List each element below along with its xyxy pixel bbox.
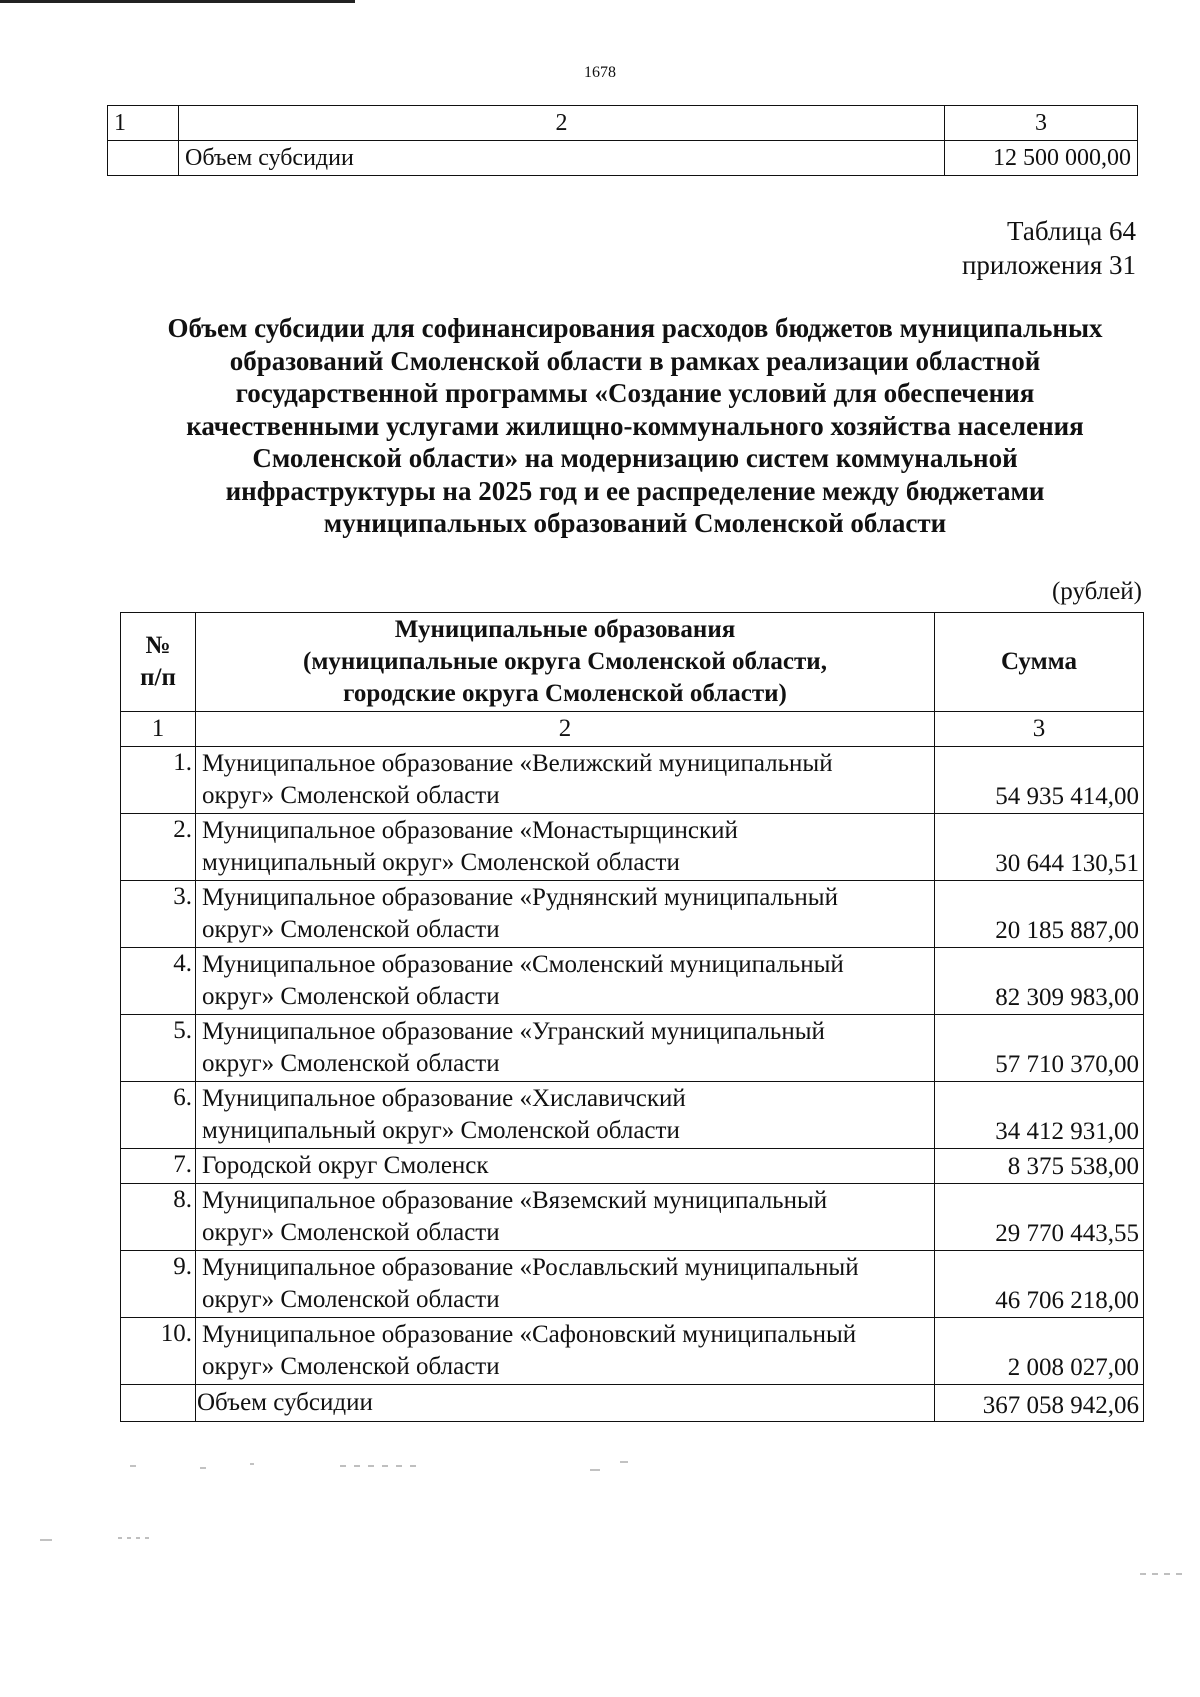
municipality-name-line: Муниципальное образование «Рославльский муниципальный [202,1254,859,1281]
continuation-header-col3: 3 [945,106,1138,141]
municipality-name-line: Муниципальное образование «Хиславичский [202,1085,686,1112]
title-line: инфраструктуры на 2025 год и ее распределение между бюджетами [225,475,1045,506]
row-number: 5. [121,1015,196,1082]
municipality-name-line: Муниципальное образование «Смоленский муниципальный [202,951,844,978]
table-row [121,948,1144,1015]
subsidy-amount: 2 008 027,00 [935,1318,1144,1385]
municipality-name-line: округ» Смоленской области [202,1286,500,1313]
municipality-name-line: округ» Смоленской области [202,782,500,809]
row-number: 3. [121,881,196,948]
title-line: образований Смоленской области в рамках реализации областной [229,345,1041,376]
title-line: муниципальных образований Смоленской области [323,508,947,538]
municipality-name [196,1251,935,1318]
table-caption-line2: приложения 31 [961,250,1136,280]
municipality-name [196,1082,935,1149]
municipality-name-line: округ» Смоленской области [202,1050,500,1077]
table-body [121,747,1144,1385]
subsidy-amount: 82 309 983,00 [935,948,1144,1015]
column-number-3: 3 [935,712,1144,747]
row-number: 10. [121,1318,196,1385]
continuation-total-row [108,141,1138,176]
continuation-total-label: Объем субсидии [179,141,945,176]
subsidy-amount: 57 710 370,00 [935,1015,1144,1082]
municipality-name [196,747,935,814]
continuation-total-value: 12 500 000,00 [945,141,1138,176]
total-row [121,1385,1144,1422]
row-number: 2. [121,814,196,881]
title-line: государственной программы «Создание условий для обеспечения [235,378,1035,408]
column-number-1: 1 [121,712,196,747]
municipality-name-line: Муниципальное образование «Угранский муниципальный [202,1018,825,1045]
row-number: 7. [121,1149,196,1184]
subsidy-amount: 30 644 130,51 [935,814,1144,881]
subsidy-amount: 46 706 218,00 [935,1251,1144,1318]
municipality-name [196,948,935,1015]
municipality-name-line: округ» Смоленской области [202,983,500,1010]
table-row [121,1318,1144,1385]
total-row-number [121,1385,196,1422]
table-row [121,814,1144,881]
continuation-header-row [108,106,1138,141]
municipality-name-line: Муниципальное образование «Велижский муниципальный [202,750,833,777]
table-row [121,881,1144,948]
header-sum-col: Сумма [935,613,1144,712]
row-number: 9. [121,1251,196,1318]
header-number-line1: № [145,632,171,659]
municipality-name [196,1015,935,1082]
municipality-name [196,814,935,881]
continuation-header-col2: 2 [179,106,945,141]
municipality-name-line: муниципальный округ» Смоленской области [202,1117,680,1144]
table-row [121,1251,1144,1318]
table-row [121,1082,1144,1149]
top-edge-line [0,0,355,3]
municipality-name [196,1149,935,1184]
subsidy-amount: 54 935 414,00 [935,747,1144,814]
municipality-name [196,1184,935,1251]
table-row [121,747,1144,814]
continuation-total-no [108,141,179,176]
municipality-name-line: округ» Смоленской области [202,1219,500,1246]
unit-label: (рублей) [1051,578,1142,605]
row-number: 4. [121,948,196,1015]
title-line: качественными услугами жилищно-коммунального хозяйства населения [186,410,1084,441]
municipality-name [196,881,935,948]
title-line: Смоленской области» на модернизацию систем коммунальной [252,443,1018,473]
page-number: 1678 [584,64,616,81]
municipality-name-line: Муниципальное образование «Руднянский муниципальный [202,884,838,911]
document-title [110,312,1160,540]
continuation-table [107,105,1138,176]
column-number-row [121,712,1144,747]
table-row [121,1149,1144,1184]
subsidy-amount: 8 375 538,00 [935,1149,1144,1184]
municipality-name [196,1318,935,1385]
total-row-label: Объем субсидии [196,1385,935,1422]
municipality-name-line: округ» Смоленской области [202,916,500,943]
municipality-name-line: Муниципальное образование «Монастырщинский [202,817,738,844]
total-row-value: 367 058 942,06 [935,1385,1144,1422]
municipality-name-line: округ» Смоленской области [202,1353,500,1380]
municipality-name-line: муниципальный округ» Смоленской области [202,849,680,876]
header-municipality-line3: городские округа Смоленской области) [343,680,787,707]
row-number: 8. [121,1184,196,1251]
title-line: Объем субсидии для софинансирования расходов бюджетов муниципальных [167,313,1103,343]
header-number-line2: п/п [140,664,176,691]
row-number: 1. [121,747,196,814]
table-row [121,1015,1144,1082]
municipality-name-line: Городской округ Смоленск [202,1152,489,1179]
subsidy-amount: 29 770 443,55 [935,1184,1144,1251]
municipality-name-line: Муниципальное образование «Вяземский муниципальный [202,1187,828,1214]
row-number: 6. [121,1082,196,1149]
subsidy-amount: 34 412 931,00 [935,1082,1144,1149]
municipality-name-line: Муниципальное образование «Сафоновский муниципальный [202,1321,857,1348]
table-caption-line1: Таблица 64 [1007,216,1136,246]
header-municipality-line1: Муниципальные образования [394,616,736,643]
continuation-header-col1: 1 [108,106,179,141]
header-number-col [121,613,196,712]
header-municipality-col [196,613,935,712]
header-municipality-line2: (муниципальные округа Смоленской области, [303,648,827,675]
table-row [121,1184,1144,1251]
scan-noise [0,1440,1200,1640]
subsidy-table [120,612,1144,1422]
subsidy-amount: 20 185 887,00 [935,881,1144,948]
table-caption [962,214,1136,282]
column-number-2: 2 [196,712,935,747]
table-header-row [121,613,1144,712]
